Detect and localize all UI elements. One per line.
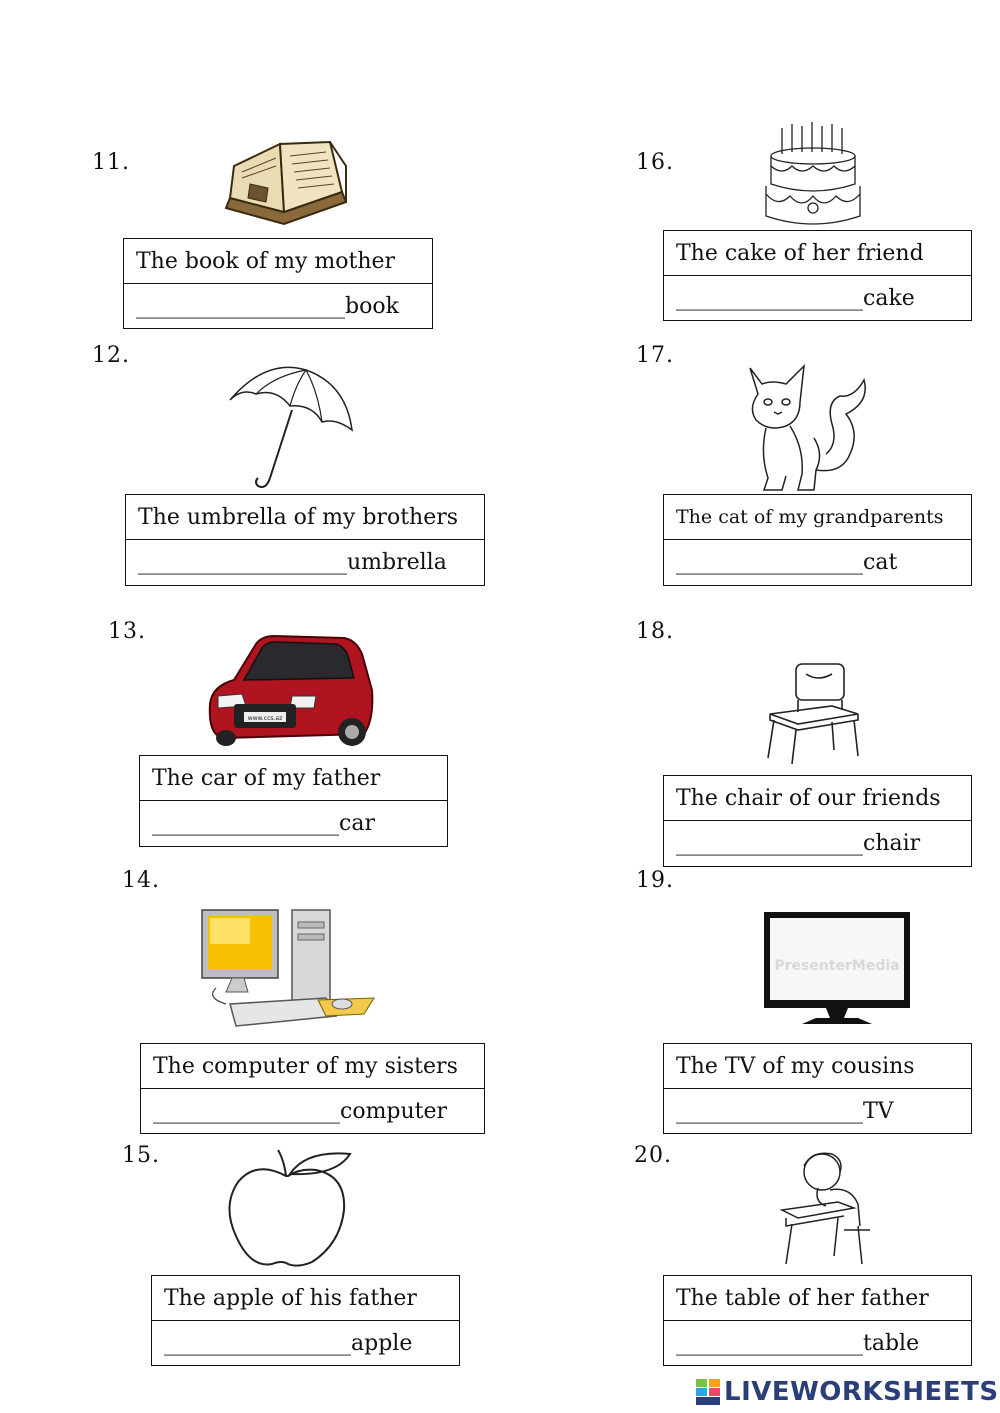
- phrase-text: The cake of her friend: [664, 231, 971, 276]
- exercise-number-19: 19.: [636, 868, 674, 893]
- chair-icon: [762, 660, 864, 764]
- exercise-box-12: [125, 494, 485, 586]
- phrase-text: The computer of my sisters: [141, 1044, 484, 1089]
- book-icon: [220, 136, 352, 236]
- phrase-text: The chair of our friends: [664, 776, 971, 821]
- phrase-text: The apple of his father: [152, 1276, 459, 1321]
- exercise-box-15: [151, 1275, 460, 1366]
- exercise-number-20: 20.: [634, 1143, 672, 1168]
- tv-screen-text: PresenterMedia: [774, 958, 900, 974]
- answer-field[interactable]: _________________apple: [164, 1331, 413, 1356]
- computer-icon: [196, 908, 378, 1036]
- exercise-number-18: 18.: [636, 619, 674, 644]
- umbrella-icon: [226, 366, 356, 492]
- answer-field[interactable]: ___________________book: [136, 294, 399, 319]
- apple-icon: [226, 1146, 354, 1270]
- exercise-number-12: 12.: [92, 343, 130, 368]
- brand-name: LIVEWORKSHEETS: [724, 1377, 999, 1407]
- exercise-number-14: 14.: [122, 868, 160, 893]
- phrase-text: The car of my father: [140, 756, 447, 801]
- phrase-text: The umbrella of my brothers: [126, 495, 484, 540]
- answer-field[interactable]: _________________chair: [676, 831, 921, 856]
- exercise-number-13: 13.: [108, 619, 146, 644]
- exercise-box-16: [663, 230, 972, 321]
- exercise-box-11: [123, 238, 433, 329]
- answer-field[interactable]: _________________table: [676, 1331, 920, 1356]
- exercise-number-11: 11.: [92, 150, 130, 175]
- phrase-text: The TV of my cousins: [664, 1044, 971, 1089]
- cake-icon: [762, 116, 864, 230]
- answer-field[interactable]: _________________car: [152, 811, 375, 836]
- answer-field[interactable]: _________________computer: [153, 1099, 448, 1124]
- answer-field[interactable]: _________________TV: [676, 1099, 894, 1124]
- phrase-text: The cat of my grandparents: [664, 495, 971, 540]
- exercise-number-15: 15.: [122, 1143, 160, 1168]
- cat-icon: [742, 358, 874, 494]
- liveworksheets-logo: [696, 1377, 999, 1407]
- car-icon: [204, 634, 376, 748]
- exercise-box-17: [663, 494, 972, 586]
- answer-field[interactable]: _________________cat: [676, 550, 898, 575]
- exercise-number-17: 17.: [636, 343, 674, 368]
- exercise-box-14: [140, 1043, 485, 1134]
- exercise-box-20: [663, 1275, 972, 1366]
- exercise-box-13: [139, 755, 448, 847]
- answer-field[interactable]: _________________cake: [676, 286, 915, 311]
- student-desk-icon: [778, 1146, 872, 1268]
- liveworksheets-mark-icon: [696, 1379, 720, 1405]
- exercise-number-16: 16.: [636, 150, 674, 175]
- phrase-text: The table of her father: [664, 1276, 971, 1321]
- answer-field[interactable]: ___________________umbrella: [138, 550, 447, 575]
- car-plate-text: www.ccs.az: [247, 715, 283, 722]
- tv-icon: [762, 910, 912, 1028]
- exercise-box-18: [663, 775, 972, 867]
- exercise-box-19: [663, 1043, 972, 1134]
- phrase-text: The book of my mother: [124, 239, 432, 284]
